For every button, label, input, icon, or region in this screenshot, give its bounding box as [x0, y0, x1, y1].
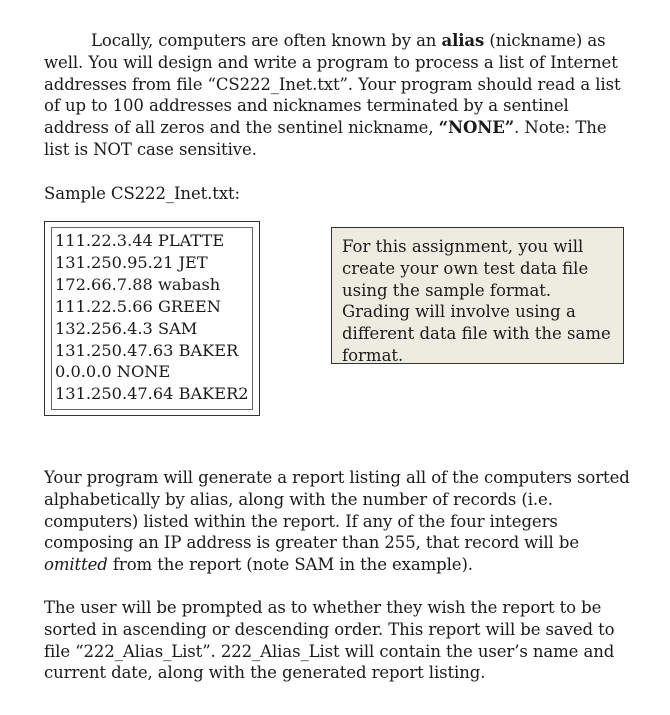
report-text-1: Your program will generate a report listing all of the computers sorted alphabetically by alias, along with the number of records (i.e. computers) listed within the report. If any of the four integers composing an IP address is greater than 255, that record will be [44, 468, 630, 553]
sentinel-nickname: “NONE” [438, 118, 515, 138]
sample-file-listing [44, 221, 260, 416]
listing-line: 111.22.3.44 PLATTE [55, 231, 225, 250]
sample-file-listing-inner [51, 227, 253, 410]
intro-text-2: (nickname) as well. You will design and write a program to process a list of Internet addresses from file “CS222_Inet.txt”. Your program should read a list of up to 100 addresses and nicknames terminated by a sentinel address of all zeros and the sentinel nickname, [44, 31, 621, 138]
alias-term: alias [441, 31, 485, 50]
prompt-paragraph: The user will be prompted as to whether they wish the report to be sorted in ascending or descending order. This report will be saved to file “222_Alias_List”. 222_Alias_List will contain the user’s name and current date, along with the generated report listing. [44, 598, 615, 683]
omitted-term: omitted [44, 555, 108, 575]
listing-line: 131.250.95.21 JET [55, 252, 208, 272]
listing-line: 111.22.5.66 GREEN [55, 296, 221, 316]
listing-line: 131.250.47.63 BAKER [55, 340, 239, 360]
listing-line: 0.0.0.0 NONE [55, 362, 171, 382]
intro-text-3: . Note: The list is NOT case sensitive. [44, 118, 607, 159]
listing-line: 132.256.4.3 SAM [55, 318, 198, 338]
listing-line: 172.66.7.88 wabash [55, 274, 221, 294]
intro-text-1: Locally, computers are often known by an [91, 31, 442, 50]
listing-line: 131.250.47.64 BAKER2 [55, 384, 249, 404]
sample-label: Sample CS222_Inet.txt: [44, 184, 241, 203]
report-text-2: from the report (note SAM in the example). [107, 555, 473, 575]
assignment-note-text: For this assignment, you will create your own test data file using the sample format. Grading will involve using a different data file with the same format. [342, 237, 611, 365]
intro-paragraph [44, 30, 634, 161]
report-paragraph [44, 467, 634, 576]
assignment-note-box [331, 227, 624, 364]
